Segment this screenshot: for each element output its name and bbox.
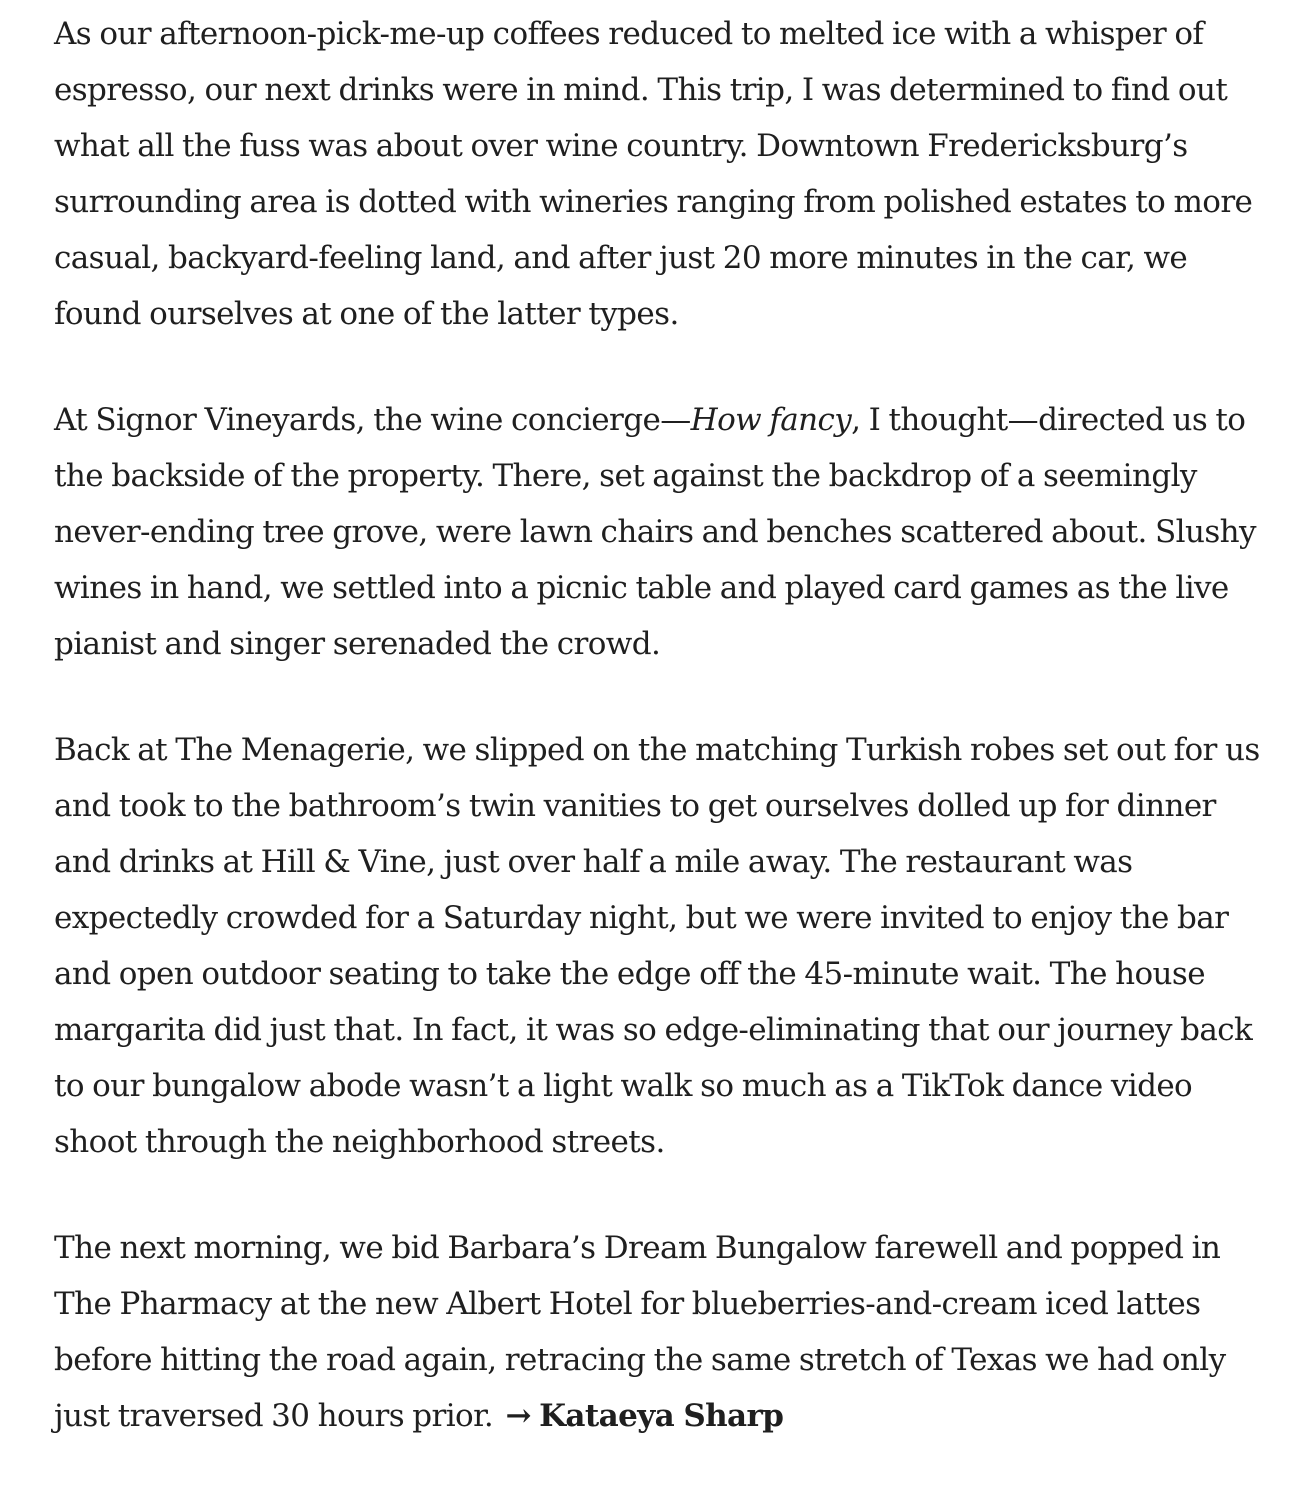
paragraph-signor-vineyards bbox=[54, 392, 1260, 672]
author-byline: Kataeya Sharp bbox=[539, 1398, 784, 1434]
italic-aside: How fancy bbox=[690, 402, 852, 438]
paragraph-text: Back at The Menagerie, we slipped on the matching Turkish robes set out for us and took to the bathroom’s twin vanities to get ourselves dolled up for dinner and drinks at Hill & Vine, just over half a mile away. The restaurant was expectedly crowded for a Saturday night, but we were invited to enjoy the bar and open outdoor seating to take the edge off the 45-minute wait. The house margarita did just that. In fact, it was so edge-eliminating that our journey back to our bungalow abode wasn’t a light walk so much as a TikTok dance video shoot through the neighborhood streets. bbox=[54, 732, 1260, 1160]
paragraph-text-before: At Signor Vineyards, the wine concierge— bbox=[54, 402, 691, 438]
arrow-right-icon: → bbox=[505, 1398, 531, 1434]
paragraph-next-morning bbox=[54, 1220, 1260, 1444]
article-body bbox=[54, 6, 1260, 1494]
paragraph-menagerie-dinner bbox=[54, 722, 1260, 1170]
paragraph-coffee-wine-country bbox=[54, 6, 1260, 342]
paragraph-text: The next morning, we bid Barbara’s Dream Bungalow farewell and popped in The Pharmacy at the new Albert Hotel for blueberries-and-cream iced lattes before hitting the road again, retracing the same stretch of Texas we had only just traversed 30 hours prior. bbox=[54, 1230, 1226, 1434]
paragraph-text-after: , I thought—directed us to the backside of the property. There, set against the backdrop of a seemingly never-ending tree grove, were lawn chairs and benches scattered about. Slushy wines in hand, we settled into a picnic table and played card games as the live pianist and singer serenaded the crowd. bbox=[54, 402, 1256, 662]
paragraph-text: As our afternoon-pick-me-up coffees reduced to melted ice with a whisper of espresso, our next drinks were in mind. This trip, I was determined to find out what all the fuss was about over wine country. Downtown Fredericksburg’s surrounding area is dotted with wineries ranging from polished estates to more casual, backyard-feeling land, and after just 20 more minutes in the car, we found ourselves at one of the latter types. bbox=[54, 16, 1253, 332]
